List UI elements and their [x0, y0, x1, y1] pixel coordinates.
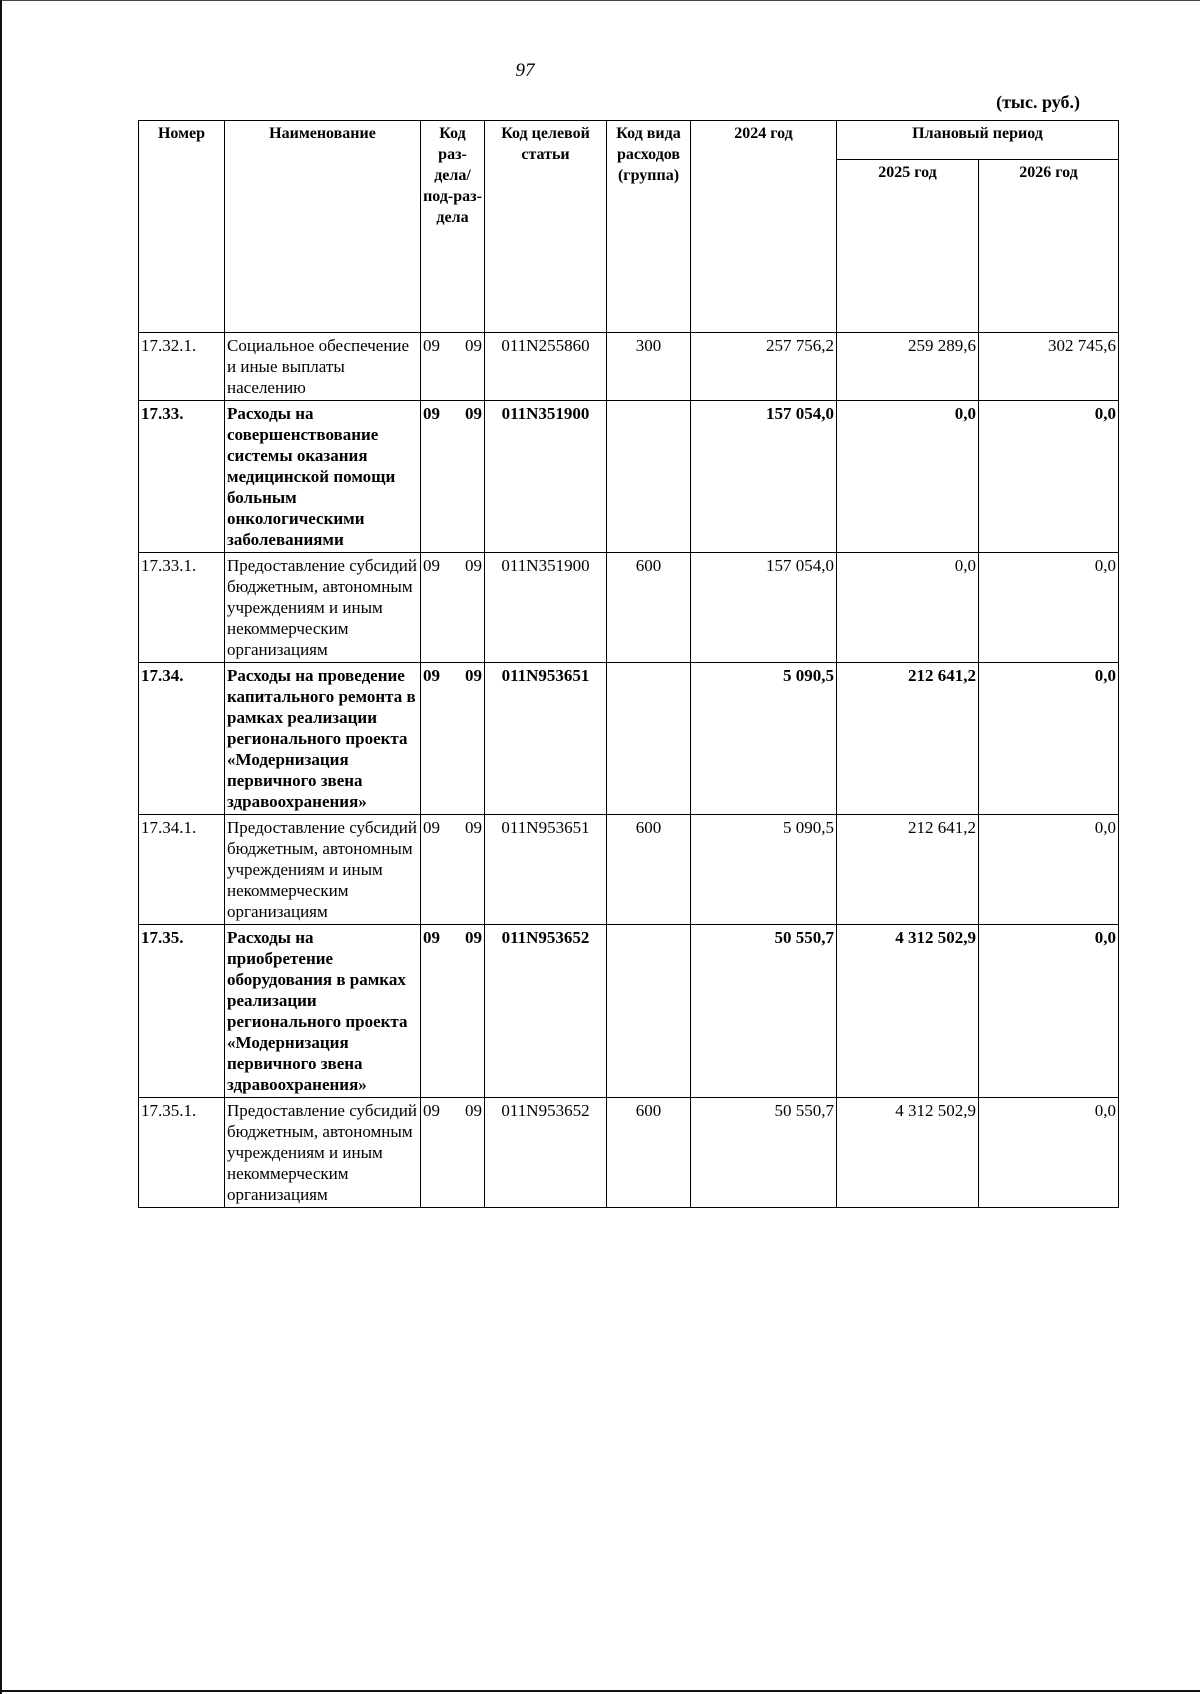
row-expense-type: 600 — [607, 1098, 691, 1208]
row-amount-2024: 257 756,2 — [691, 333, 837, 401]
row-number: 17.33.1. — [139, 553, 225, 663]
row-name: Расходы на приобретение оборудования в рамках реализации регионального проекта «Модернизация первичного звена здравоохранения» — [225, 925, 421, 1098]
row-name: Предоставление субсидий бюджетным, автономным учреждениям и иным некоммерческим организациям — [225, 815, 421, 925]
row-expense-type — [607, 663, 691, 815]
row-amount-2026: 0,0 — [979, 1098, 1119, 1208]
row-amount-2024: 50 550,7 — [691, 925, 837, 1098]
row-name: Социальное обеспечение и иные выплаты населению — [225, 333, 421, 401]
row-target-code: 011N953652 — [485, 1098, 607, 1208]
table-row — [139, 553, 1119, 663]
budget-table — [138, 120, 1119, 1208]
row-amount-2026: 0,0 — [979, 815, 1119, 925]
row-amount-2024: 5 090,5 — [691, 815, 837, 925]
row-section-code — [421, 333, 485, 401]
row-number: 17.35.1. — [139, 1098, 225, 1208]
row-number: 17.35. — [139, 925, 225, 1098]
section-code: 09 — [423, 1101, 440, 1120]
section-code: 09 — [423, 928, 440, 947]
page-border-left — [0, 0, 2, 1694]
table-row — [139, 401, 1119, 553]
table-row — [139, 925, 1119, 1098]
row-amount-2026: 0,0 — [979, 553, 1119, 663]
table-row — [139, 815, 1119, 925]
section-code: 09 — [423, 336, 440, 355]
row-number: 17.34. — [139, 663, 225, 815]
header-target-code: Код целевой статьи — [485, 121, 607, 333]
header-name: Наименование — [225, 121, 421, 333]
row-name: Предоставление субсидий бюджетным, автономным учреждениям и иным некоммерческим организациям — [225, 553, 421, 663]
row-amount-2025: 0,0 — [837, 553, 979, 663]
row-target-code: 011N953651 — [485, 815, 607, 925]
row-amount-2025: 0,0 — [837, 401, 979, 553]
units-label: (тыс. руб.) — [996, 92, 1080, 112]
subsection-code: 09 — [465, 556, 482, 575]
row-target-code: 011N255860 — [485, 333, 607, 401]
page-number: 97 — [515, 60, 535, 81]
row-number: 17.34.1. — [139, 815, 225, 925]
row-expense-type — [607, 925, 691, 1098]
header-expense-type-code: Код вида расходов (группа) — [607, 121, 691, 333]
row-amount-2025: 212 641,2 — [837, 663, 979, 815]
row-amount-2024: 5 090,5 — [691, 663, 837, 815]
row-section-code — [421, 925, 485, 1098]
header-2025: 2025 год — [837, 160, 979, 333]
row-section-code — [421, 815, 485, 925]
row-target-code: 011N351900 — [485, 553, 607, 663]
row-section-code — [421, 401, 485, 553]
section-code: 09 — [423, 404, 440, 423]
table-row — [139, 333, 1119, 401]
row-amount-2025: 259 289,6 — [837, 333, 979, 401]
row-amount-2024: 157 054,0 — [691, 553, 837, 663]
row-expense-type: 300 — [607, 333, 691, 401]
header-2026: 2026 год — [979, 160, 1119, 333]
subsection-code: 09 — [465, 1101, 482, 1120]
row-amount-2026: 0,0 — [979, 401, 1119, 553]
subsection-code: 09 — [465, 666, 482, 685]
section-code: 09 — [423, 556, 440, 575]
row-amount-2025: 212 641,2 — [837, 815, 979, 925]
header-2024: 2024 год — [691, 121, 837, 333]
row-number: 17.33. — [139, 401, 225, 553]
row-expense-type: 600 — [607, 553, 691, 663]
page-border-bottom — [0, 1690, 1200, 1692]
row-amount-2024: 50 550,7 — [691, 1098, 837, 1208]
subsection-code: 09 — [465, 336, 482, 355]
row-section-code — [421, 1098, 485, 1208]
section-code: 09 — [423, 818, 440, 837]
table-row — [139, 663, 1119, 815]
row-name: Расходы на проведение капитального ремонта в рамках реализации регионального проекта «Модернизация первичного звена здравоохранения» — [225, 663, 421, 815]
section-code: 09 — [423, 666, 440, 685]
row-amount-2026: 0,0 — [979, 925, 1119, 1098]
row-section-code — [421, 553, 485, 663]
subsection-code: 09 — [465, 404, 482, 423]
table-body — [139, 333, 1119, 1208]
subsection-code: 09 — [465, 928, 482, 947]
header-row-1 — [139, 121, 1119, 160]
row-number: 17.32.1. — [139, 333, 225, 401]
row-amount-2026: 302 745,6 — [979, 333, 1119, 401]
row-expense-type — [607, 401, 691, 553]
header-section-code: Код раз-дела/ под-раз-дела — [421, 121, 485, 333]
header-number: Номер — [139, 121, 225, 333]
row-name: Предоставление субсидий бюджетным, автономным учреждениям и иным некоммерческим организациям — [225, 1098, 421, 1208]
header-planned-period: Плановый период — [837, 121, 1119, 160]
row-amount-2025: 4 312 502,9 — [837, 925, 979, 1098]
row-amount-2024: 157 054,0 — [691, 401, 837, 553]
row-target-code: 011N953652 — [485, 925, 607, 1098]
row-target-code: 011N953651 — [485, 663, 607, 815]
row-expense-type: 600 — [607, 815, 691, 925]
row-amount-2025: 4 312 502,9 — [837, 1098, 979, 1208]
row-amount-2026: 0,0 — [979, 663, 1119, 815]
row-name: Расходы на совершенствование системы оказания медицинской помощи больным онкологическими заболеваниями — [225, 401, 421, 553]
row-section-code — [421, 663, 485, 815]
subsection-code: 09 — [465, 818, 482, 837]
row-target-code: 011N351900 — [485, 401, 607, 553]
page-border-top — [0, 0, 1200, 1]
table-row — [139, 1098, 1119, 1208]
